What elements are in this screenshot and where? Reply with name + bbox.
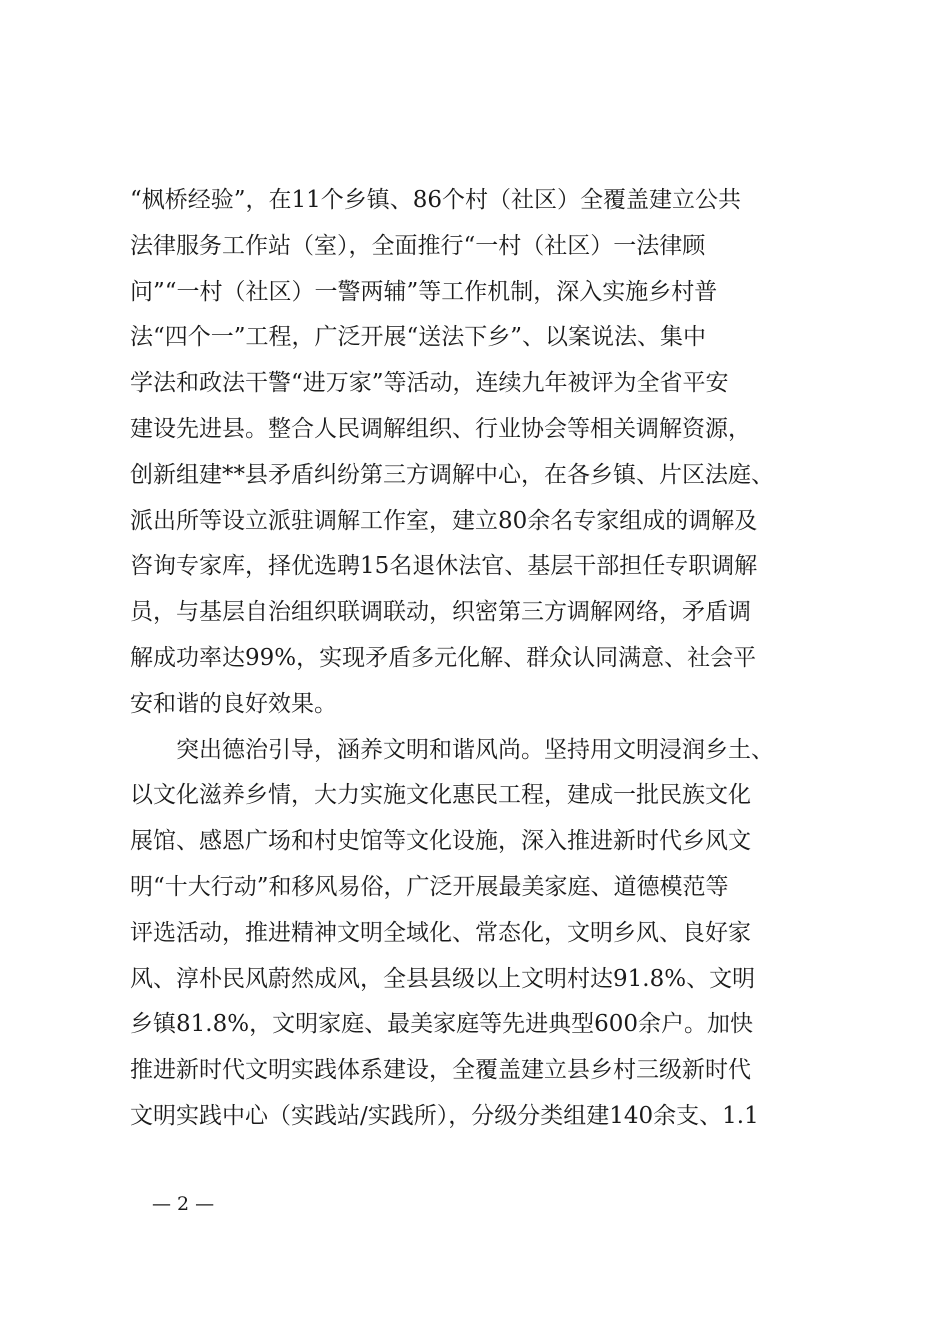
text-line: 乡镇81.8%，文明家庭、最美家庭等先进典型600余户。加快 xyxy=(130,1011,753,1038)
text-line: 派出所等设立派驻调解工作室，建立80余名专家组成的调解及 xyxy=(130,507,758,534)
text-line: 咨询专家库，择优选聘15名退休法官、基层干部担任专职调解 xyxy=(130,553,758,580)
text-line: 以文化滋养乡情，大力实施文化惠民工程，建成一批民族文化 xyxy=(130,782,751,809)
text-line: 员，与基层自治组织联调联动，织密第三方调解网络，矛盾调 xyxy=(130,599,751,626)
text-line: 法“四个一”工程，广泛开展“送法下乡”、以案说法、集中 xyxy=(130,324,707,351)
text-line: “枫桥经验”，在11个乡镇、86个村（社区）全覆盖建立公共 xyxy=(130,187,742,213)
text-line: 明“十大行动”和移风易俗，广泛开展最美家庭、道德模范等 xyxy=(130,873,729,900)
text-line: 文明实践中心（实践站/实践所），分级分类组建140余支、1.1 xyxy=(130,1102,759,1129)
text-line: 展馆、感恩广场和村史馆等文化设施，深入推进新时代乡风文 xyxy=(130,828,751,855)
text-line: 创新组建**县矛盾纠纷第三方调解中心，在各乡镇、片区法庭、 xyxy=(130,461,774,488)
text-line: 学法和政法干警“进万家”等活动，连续九年被评为全省平安 xyxy=(130,370,729,397)
text-line: 评选活动，推进精神文明全域化、常态化，文明乡风、良好家 xyxy=(130,919,751,946)
text-line: 法律服务工作站（室），全面推行“一村（社区）一法律顾 xyxy=(130,232,706,259)
text-line: 解成功率达99%，实现矛盾多元化解、群众认同满意、社会平 xyxy=(130,644,757,671)
body-text xyxy=(130,178,850,1140)
text-line: 推进新时代文明实践体系建设，全覆盖建立县乡村三级新时代 xyxy=(130,1057,751,1084)
paragraph-start-line: 突出德治引导，涵养文明和谐风尚。坚持用文明浸润乡土、 xyxy=(130,736,774,763)
page-number: — 2 — xyxy=(152,1193,215,1215)
text-line: 风、淳朴民风蔚然成风，全县县级以上文明村达91.8%、文明 xyxy=(130,965,756,992)
text-line: 安和谐的良好效果。 xyxy=(130,690,337,717)
text-line: 问”“一村（社区）一警两辅”等工作机制，深入实施乡村普 xyxy=(130,278,718,305)
text-line: 建设先进县。整合人民调解组织、行业协会等相关调解资源， xyxy=(130,415,751,442)
